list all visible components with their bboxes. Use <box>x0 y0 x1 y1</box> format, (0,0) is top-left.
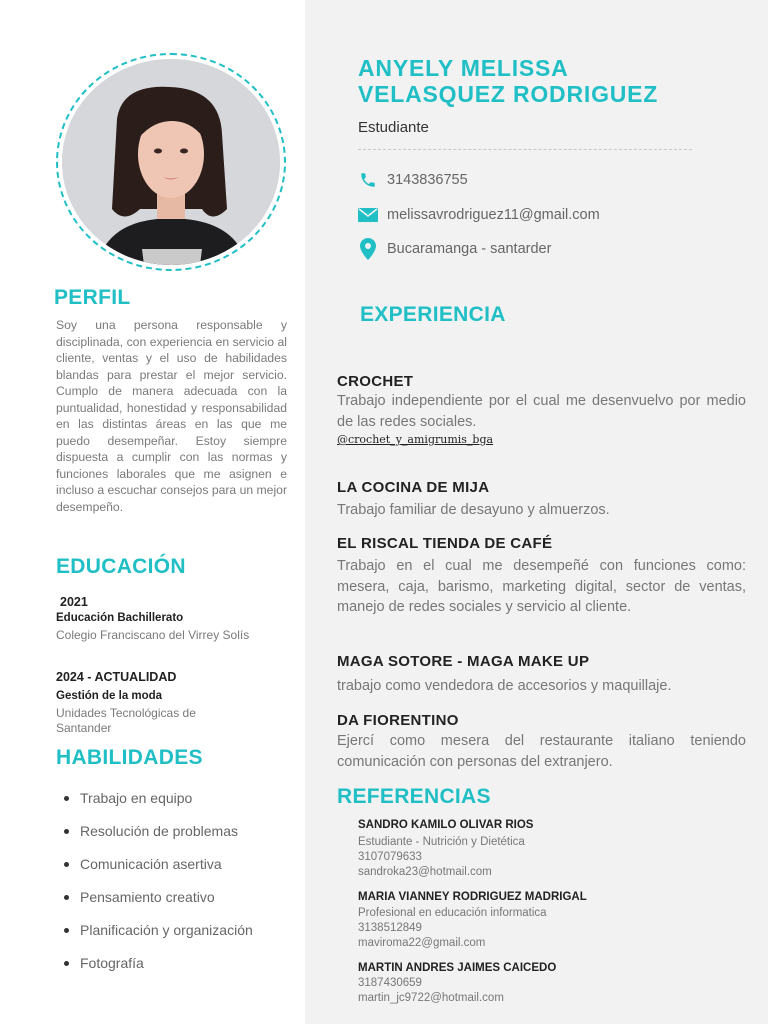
job-item <box>337 653 746 697</box>
job-title: LA COCINA DE MIJA <box>337 479 490 496</box>
contact-phone: 3143836755 <box>358 170 468 190</box>
bullet-icon <box>64 796 69 801</box>
reference-role: Profesional en educación informatica <box>358 907 547 919</box>
reference-item <box>358 891 738 951</box>
social-link[interactable]: @crochet_y_amigrumis_bga <box>337 433 494 446</box>
bullet-icon <box>64 928 69 933</box>
habilidades-heading: HABILIDADES <box>56 746 203 769</box>
perfil-heading: PERFIL <box>54 286 131 309</box>
educacion-heading: EDUCACIÓN <box>56 555 186 578</box>
reference-email[interactable]: sandroka23@hotmail.com <box>358 866 492 878</box>
full-name: ANYELY MELISSA VELASQUEZ RODRIGUEZ <box>358 55 659 107</box>
job-item <box>337 535 746 618</box>
perfil-text: Soy una persona responsable y disciplinada, con experiencia en servicio al cliente, ventas y el uso de habilidades blandas para prestar el mejor servicio. Cumplo de manera adecuada con la puntualidad, honestidad y responsabilidad en las distintas áreas en las que me puedo desempeñar. Estoy siempre dispuesta a cumplir con las normas y funciones laborales que me asignen e incluso a escuchar consejos para un mejor desempeño. <box>56 318 288 514</box>
reference-name: MARTIN ANDRES JAIMES CAICEDO <box>358 962 557 974</box>
skill-item: Trabajo en equipo <box>64 790 253 823</box>
job-description: Ejercí como mesera del restaurante italiano teniendo comunicación con personas del extranjero. <box>337 733 746 770</box>
bullet-icon <box>64 862 69 867</box>
skill-item: Pensamiento creativo <box>64 889 253 922</box>
role-title: Estudiante <box>358 119 429 136</box>
job-title: MAGA SOTORE - MAGA MAKE UP <box>337 653 590 670</box>
reference-item <box>358 962 738 1006</box>
job-description: Trabajo independiente por el cual me desenvuelvo por medio de las redes sociales. <box>337 393 746 430</box>
skill-item: Comunicación asertiva <box>64 856 253 889</box>
skills-list <box>64 790 253 988</box>
job-item <box>337 479 746 521</box>
profile-photo <box>62 59 280 265</box>
education-degree: Educación Bachillerato <box>56 612 184 624</box>
header-divider <box>358 149 692 150</box>
email-icon <box>358 205 378 225</box>
bullet-icon <box>64 961 69 966</box>
reference-phone: 3187430659 <box>358 977 422 989</box>
referencias-heading: REFERENCIAS <box>337 785 491 808</box>
education-degree: Gestión de la moda <box>56 690 163 702</box>
job-description: trabajo como vendedora de accesorios y maquillaje. <box>337 678 672 694</box>
skill-item: Resolución de problemas <box>64 823 253 856</box>
reference-phone: 3138512849 <box>358 922 422 934</box>
skill-item: Planificación y organización <box>64 922 253 955</box>
reference-email[interactable]: martin_jc9722@hotmail.com <box>358 992 504 1004</box>
job-item <box>337 712 746 772</box>
skill-item: Fotografía <box>64 955 253 988</box>
bullet-icon <box>64 895 69 900</box>
reference-role: Estudiante - Nutrición y Dietética <box>358 836 525 848</box>
education-school: Unidades Tecnológicas de Santander <box>56 706 196 735</box>
location-pin-icon <box>358 239 378 259</box>
job-title: CROCHET <box>337 373 414 390</box>
education-year: 2021 <box>60 595 88 609</box>
contact-location: Bucaramanga - santarder <box>358 239 551 259</box>
reference-name: SANDRO KAMILO OLIVAR RIOS <box>358 819 534 831</box>
job-item <box>337 373 746 446</box>
reference-name: MARIA VIANNEY RODRIGUEZ MADRIGAL <box>358 891 587 903</box>
education-item <box>56 670 246 736</box>
job-title: EL RISCAL TIENDA DE CAFÉ <box>337 535 553 552</box>
job-description: Trabajo en el cual me desempeñé con funciones como: mesera, caja, barismo, marketing digital, sector de ventas, manejo de redes sociales y servicio al cliente. <box>337 558 746 615</box>
job-description: Trabajo familiar de desayuno y almuerzos. <box>337 502 610 518</box>
phone-icon <box>358 170 378 190</box>
experiencia-heading: EXPERIENCIA <box>360 303 506 326</box>
reference-email[interactable]: maviroma22@gmail.com <box>358 937 486 949</box>
reference-item <box>358 819 738 880</box>
contact-email[interactable]: melissavrodriguez11@gmail.com <box>358 205 600 225</box>
education-school: Colegio Franciscano del Virrey Solís <box>56 628 250 642</box>
education-year: 2024 - ACTUALIDAD <box>56 670 177 684</box>
education-item <box>56 595 296 643</box>
bullet-icon <box>64 829 69 834</box>
reference-phone: 3107079633 <box>358 851 422 863</box>
job-title: DA FIORENTINO <box>337 712 459 729</box>
